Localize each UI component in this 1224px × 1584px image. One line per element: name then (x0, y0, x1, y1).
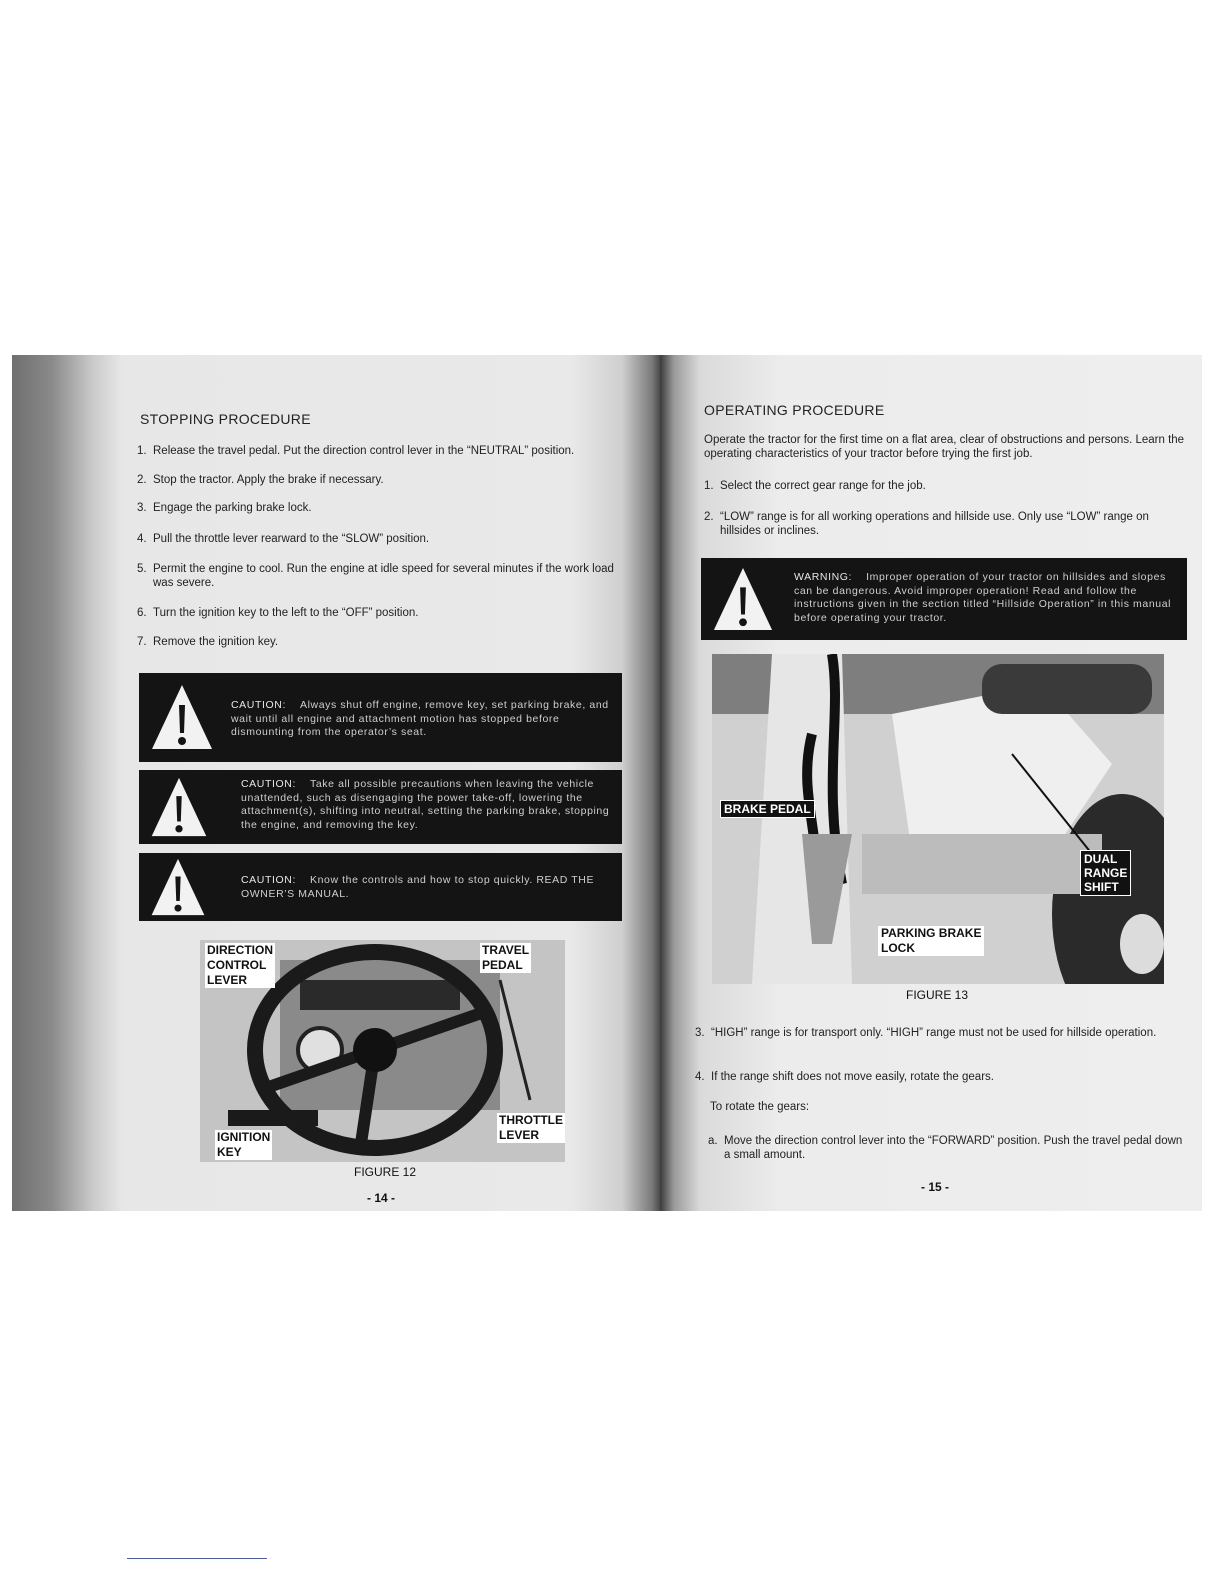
step-number: 1. (704, 480, 714, 492)
page-number-15: - 15 - (921, 1180, 950, 1194)
callout-direction-control-lever (205, 943, 275, 988)
callout-parking-brake-lock (878, 926, 984, 956)
callout-throttle-lever (497, 1113, 565, 1143)
step-number: 5. (137, 563, 147, 575)
step-number: 2. (704, 511, 714, 523)
step-text: Release the travel pedal. Put the direction control lever in the “NEUTRAL” position. (153, 445, 575, 457)
caution-label: CAUTION: (241, 778, 296, 790)
callout-line: KEY (217, 1145, 242, 1159)
step-number: 2. (137, 474, 147, 486)
callout-travel-pedal (480, 943, 531, 973)
caution-body: Know the controls and how to stop quickly. READ THE OWNER’S MANUAL. (241, 874, 595, 900)
right-heading: OPERATING PROCEDURE (704, 402, 885, 418)
step-text: Turn the ignition key to the left to the “OFF” position. (153, 607, 419, 619)
step-text: Select the correct gear range for the job. (720, 480, 926, 492)
warning-text (794, 571, 1179, 625)
warning-body: Improper operation of your tractor on hillsides and slopes can be dangerous. Avoid improper operation! Read and follow the instructions given in the section titled “Hillside Operation” in this manual before operating your tractor. (794, 571, 1172, 624)
caution-body: Always shut off engine, remove key, set parking brake, and wait until all engine and attachment motion has stopped before dismounting from the operator’s seat. (231, 699, 609, 738)
step-number: 6. (137, 607, 147, 619)
caution-box-2 (139, 770, 622, 844)
callout-line: SHIFT (1084, 880, 1119, 894)
caution-text-1 (231, 699, 614, 740)
step-number: 4. (137, 533, 147, 545)
step-number: a. (708, 1135, 718, 1147)
step-text: Move the direction control lever into the “FORWARD” position. Push the travel pedal down a small amount. (724, 1135, 1183, 1161)
callout-line: IGNITION (217, 1130, 271, 1144)
warning-triangle-icon (149, 855, 207, 919)
step-text: Stop the tractor. Apply the brake if necessary. (153, 474, 384, 486)
callout-line: PARKING BRAKE (881, 926, 982, 940)
warning-triangle-icon (711, 564, 775, 634)
step-number: 7. (137, 636, 147, 648)
callout-line: LOCK (881, 941, 915, 955)
footer-link-underline (127, 1558, 267, 1559)
caution-label: CAUTION: (231, 699, 286, 711)
callout-line: LEVER (499, 1128, 540, 1142)
right-intro: Operate the tractor for the first time on a flat area, clear of obstructions and persons. Learn the operating characteristics of your tractor before trying the first job. (704, 434, 1185, 460)
caution-label: CAUTION: (241, 874, 296, 886)
callout-line: DIRECTION (207, 943, 273, 957)
step-number: 3. (137, 502, 147, 514)
warning-box (701, 558, 1187, 640)
callout-line: THROTTLE (499, 1113, 563, 1127)
page-number-14: - 14 - (367, 1191, 396, 1205)
step-text: “HIGH” range is for transport only. “HIGH” range must not be used for hillside operation. (711, 1027, 1157, 1039)
callout-ignition-key (215, 1130, 272, 1160)
figure-13-caption: FIGURE 13 (906, 988, 969, 1002)
callout-line: RANGE (1084, 866, 1128, 880)
warning-triangle-icon (149, 681, 215, 753)
callout-brake-pedal: BRAKE PEDAL (720, 800, 815, 818)
callout-line: LEVER (207, 973, 248, 987)
callout-line: DUAL (1084, 852, 1118, 866)
caution-text-3 (241, 874, 618, 901)
callout-line: PEDAL (482, 958, 523, 972)
callout-line: CONTROL (207, 958, 267, 972)
step-text: Pull the throttle lever rearward to the “SLOW” position. (153, 533, 430, 545)
right-sub-intro: To rotate the gears: (710, 1101, 810, 1113)
caution-box-1 (139, 673, 622, 762)
warning-label: WARNING: (794, 571, 853, 583)
step-number: 4. (695, 1071, 705, 1083)
step-number: 3. (695, 1027, 705, 1039)
left-heading: STOPPING PROCEDURE (140, 411, 311, 427)
callout-dual-range-shift (1080, 850, 1131, 896)
step-text: “LOW” range is for all working operations and hillside use. Only use “LOW” range on hillsides or inclines. (720, 511, 1149, 537)
warning-triangle-icon (149, 774, 209, 840)
caution-body: Take all possible precautions when leaving the vehicle unattended, such as disengaging the power take-off, lowering the attachment(s), shifting into neutral, setting the parking brake, stopping the engine, and removing the key. (241, 778, 610, 831)
step-text: Remove the ignition key. (153, 636, 279, 648)
step-text: If the range shift does not move easily, rotate the gears. (711, 1071, 994, 1083)
caution-text-2 (241, 778, 618, 832)
callout-line: TRAVEL (482, 943, 530, 957)
step-number: 1. (137, 445, 147, 457)
figure-12-caption: FIGURE 12 (354, 1165, 417, 1179)
caution-box-3 (139, 853, 622, 921)
step-text: Permit the engine to cool. Run the engine at idle speed for several minutes if the work load was severe. (153, 563, 614, 589)
step-text: Engage the parking brake lock. (153, 502, 312, 514)
